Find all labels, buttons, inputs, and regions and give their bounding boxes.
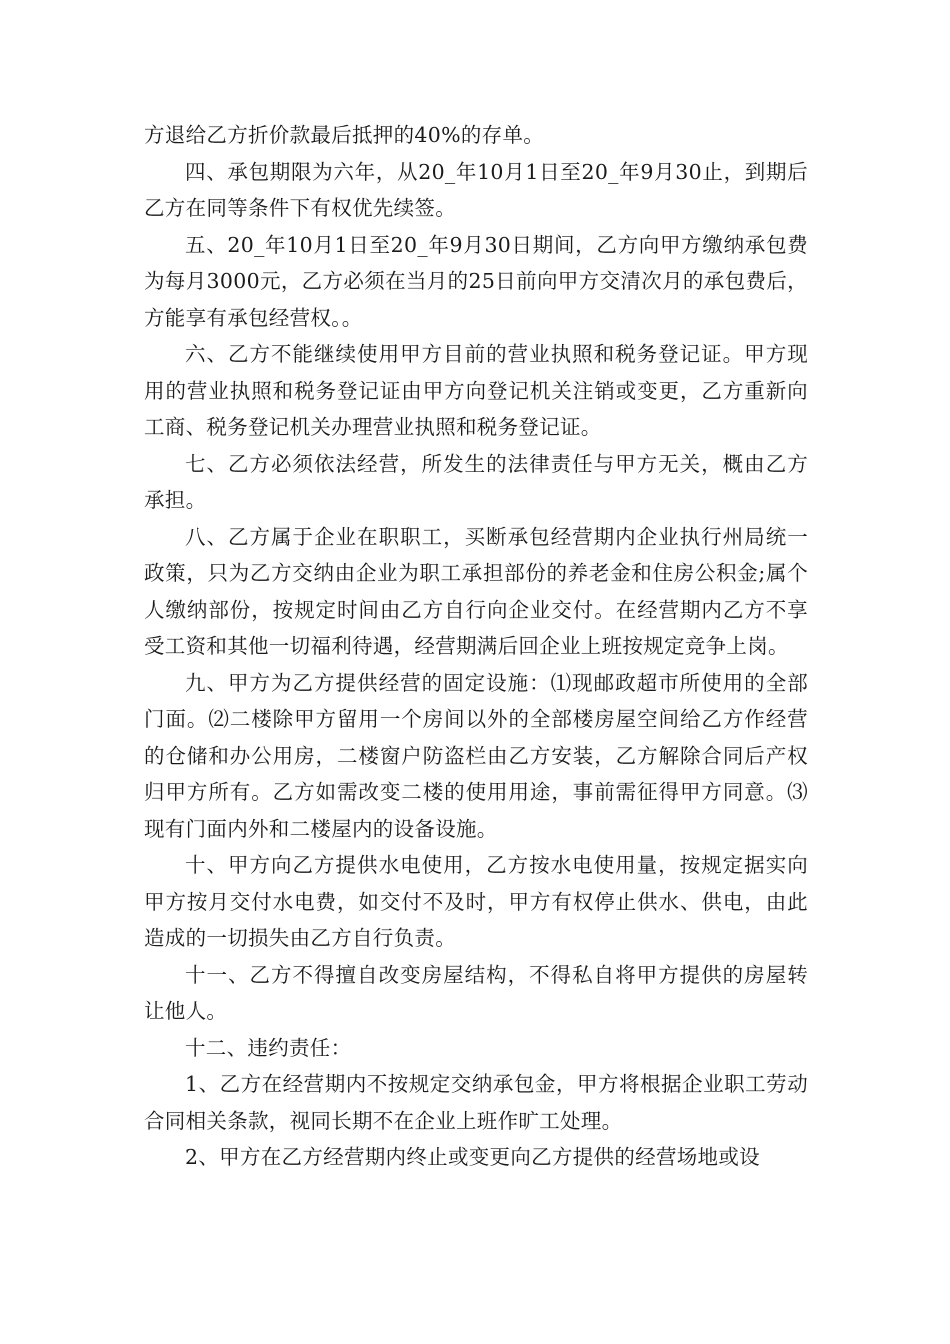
paragraph-breach-item-2: 2、甲方在乙方经营期内终止或变更向乙方提供的经营场地或设 <box>185 1145 760 1169</box>
paragraph-clause-9: 九、甲方为乙方提供经营的固定设施：⑴现邮政超市所使用的全部门面。⑵二楼除甲方留用一个房间以外的全部楼房屋空间给乙方作经营的仓储和办公用房，二楼窗户防盗栏由乙方安装，乙方解除合同后产权归甲方所有。乙方如需改变二楼的使用用途，事前需征得甲方同意。⑶现有门面内外和二楼屋内的设备设施。 <box>144 670 808 841</box>
paragraph-clause-5: 五、20_年10月1日至20_年9月30日期间，乙方向甲方缴纳承包费为每月3000元，乙方必须在当月的25日前向甲方交清次月的承包费后，方能享有承包经营权。。 <box>144 232 808 330</box>
paragraph-clause-4: 四、承包期限为六年，从20_年10月1日至20_年9月30止，到期后乙方在同等条件下有权优先续签。 <box>144 159 808 220</box>
paragraph-breach-item-1: 1、乙方在经营期内不按规定交纳承包金，甲方将根据企业职工劳动合同相关条款，视同长期不在企业上班作旷工处理。 <box>144 1072 808 1133</box>
paragraph-deposit-refund: 方退给乙方折价款最后抵押的40%的存单。 <box>144 123 545 147</box>
paragraph-clause-11: 十一、乙方不得擅自改变房屋结构，不得私自将甲方提供的房屋转让他人。 <box>144 962 808 1023</box>
paragraph-clause-12-heading: 十二、违约责任： <box>185 1035 352 1060</box>
paragraph-clause-8: 八、乙方属于企业在职职工，买断承包经营期内企业执行州局统一政策，只为乙方交纳由企业为职工承担部份的养老金和住房公积金;属个人缴纳部份，按规定时间由乙方自行向企业交付。在经营期内乙方不享受工资和其他一切福利待遇，经营期满后回企业上班按规定竞争上岗。 <box>144 524 808 658</box>
paragraph-clause-10: 十、甲方向乙方提供水电使用，乙方按水电使用量，按规定据实向甲方按月交付水电费，如交付不及时，甲方有权停止供水、供电，由此造成的一切损失由乙方自行负责。 <box>144 853 808 950</box>
paragraph-clause-6: 六、乙方不能继续使用甲方目前的营业执照和税务登记证。甲方现用的营业执照和税务登记证由甲方向登记机关注销或变更，乙方重新向工商、税务登记机关办理营业执照和税务登记证。 <box>144 342 808 439</box>
document-body <box>144 117 808 1176</box>
paragraph-clause-7: 七、乙方必须依法经营，所发生的法律责任与甲方无关，概由乙方承担。 <box>144 451 808 512</box>
